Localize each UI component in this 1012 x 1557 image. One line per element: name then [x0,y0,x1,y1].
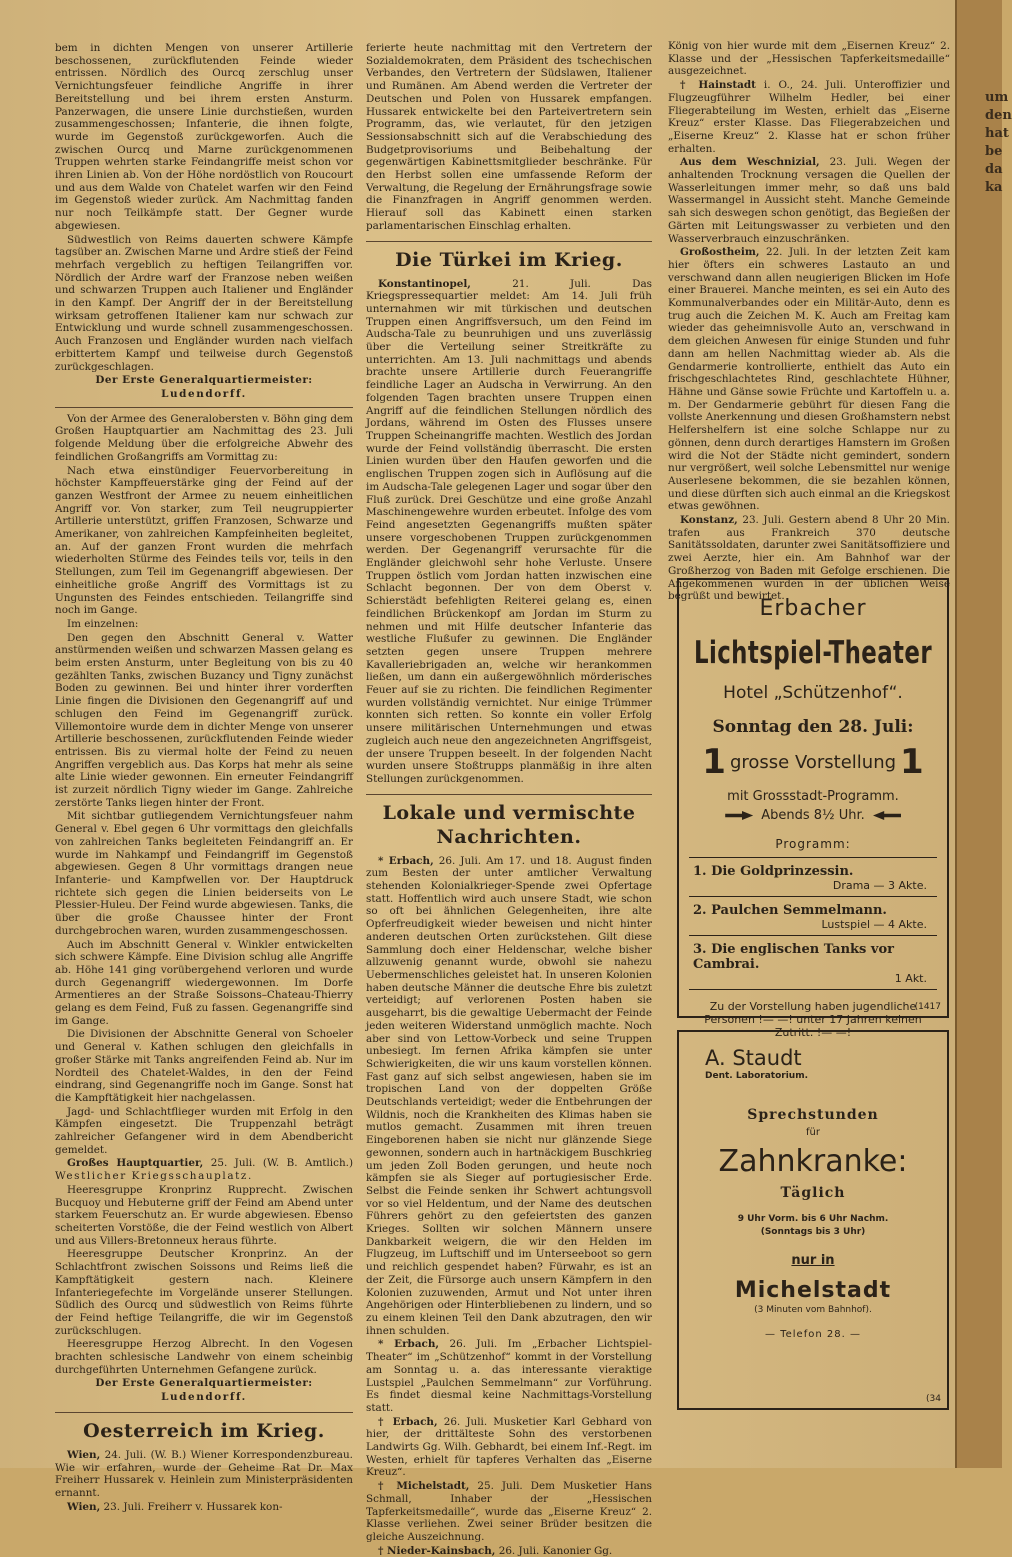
adjacent-page-edge [955,0,1012,1468]
column-2 [366,42,653,1557]
paragraph: Heeresgruppe Kronprinz Rupprecht. Zwischen Bucquoy und Hebuterne griff der Feind am Abend unter starkem Feuerschutz an. Er wurde abgewiesen. Ebenso scheiterten Vorstöße, die der Feind westlich von Albert und aus Villers-Bretonneux heraus führte. [55,1183,353,1247]
signature-title: Der Erste Generalquartiermeister: [95,1377,313,1390]
paragraph [55,1501,353,1514]
ad-code: (34 [926,1394,941,1404]
dateline: Konstantinopel, [378,277,471,290]
paragraph-text: 25. Juli. Dem Musketier Hans Schmall, Inhaber der „Hessischen Tapferkeitsmedaille“, wurde das „Eiserne Kreuz“ 2. Klasse verliehen. Zwei seiner Brüder besitzen die gleiche Auszeichnung. [366,1480,652,1543]
program-list [689,857,937,990]
ad-phone: — Telefon 28. — [765,1329,861,1340]
program-title: 3. Die englischen Tanks vor Cambrai. [693,942,894,972]
ad-code: (1417 [914,1002,941,1012]
ad-hours-title: Sprechstunden [747,1107,879,1123]
paragraph-text: 24. Juli. (W. B.) Wiener Korrespondenzbureau. Wie wir erfahren, wurde der Geheime Rat Dr. Max Freiherr Hussarek v. Heinlein zum Ministerpräsidenten ernannt. [55,1448,353,1499]
ad-show-line [679,742,947,782]
ad-hours-sunday: (Sonntags bis 3 Uhr) [760,1227,866,1237]
program-kind: Drama — 3 Akte. [832,879,927,892]
dateline: Wien, [67,1500,101,1513]
cinema-advertisement [677,578,949,1039]
paragraph-text: 23. Juli. Freiherr v. Hussarek kon- [103,1500,283,1513]
ad-line: Erbacher [759,596,867,621]
ad-notice: Zu der Vorstellung haben jugendliche Personen !— —! unter 17 Jahren keinen Zutritt. !— —! [704,1000,922,1039]
program-item [689,896,937,935]
pointing-hand-icon [725,811,753,820]
divider [55,407,353,408]
paragraph: Im einzelnen: [67,617,139,630]
program-kind: Lustspiel — 4 Akte. [821,918,927,931]
ad-town: Michelstadt [734,1278,892,1303]
ad-date: Sonntag den 28. Juli: [712,717,914,737]
section-heading: Die Türkei im Krieg. [366,241,652,272]
pointing-hand-icon [873,811,901,820]
dateline: Wien, [67,1448,101,1461]
dateline: † Hainstadt [680,79,756,92]
paragraph-text: 23. Juli. Wegen der anhaltenden Trocknung versagen die Quellen der Wasserleitungen immer mehr, so daß uns bald Wassermangel in Aussicht steht. Manche Gemeinde sah sich deswegen schon genötigt, das Begießen der Gärten mit Leitungswasser zu verbieten und den Wasserverbrauch einzuschränken. [668,156,950,245]
ad-program-label: Programm: [775,837,851,851]
edge-fragment: um [985,90,1009,105]
edge-fragment: ka [985,180,1003,195]
program-item [689,857,937,896]
dateline: † Erbach, [378,1415,438,1428]
ad-program-line: mit Grossstadt-Programm. [727,789,899,804]
paragraph: Auch im Abschnitt General v. Winkler entwickelten sich schwere Kämpfe. Eine Division schlug alle Angriffe ab. Höhe 141 ging vorübergehend verloren und wurde durch Gegenangriff wiedergewonnen. Im Dorfe Armentieres an der Straße Soissons–Chateau-Thierry gelang es dem Feind, Fuß zu fassen. Gegenangriffe sind im Gange. [55,938,353,1027]
edge-fragment: da [985,162,1003,177]
paragraph [366,278,652,786]
dateline: Großostheim, [680,246,760,259]
paragraph: Südwestlich von Reims dauerten schwere Kämpfe tagsüber an. Zwischen Marne und Ardre stieß der Feind mehrfach vergeblich zu heftigen Teilangriffen vor. Nördlich der Ardre warf der Franzose neben weißen und schwarzen Truppen auch Italiener und Engländer in den Kampf. Der Angriff der in der Bereitstellung wirksam getroffenen Italiener kam nur schwach zur Entwicklung und wurde schnell zusammengeschossen. Auch Franzosen und Engländer wurden nach vielfach erbittertem Kampf und teilweise durch Gegenstoß zurückgeschlagen. [55,233,353,373]
paragraph [55,1157,353,1182]
paragraph-text: i. O., 24. Juli. Unteroffizier und Flugzeugführer Wilhelm Hedler, bei einer Fliegerabteilung im Westen, erhielt das „Eiserne Kreuz“ erster Klasse. Das Fliegerabzeichen und „Eiserne Kreuz“ 2. Klasse hat er schon früher erhalten. [668,79,950,155]
edge-fragment: den [985,108,1012,123]
ad-daily: Täglich [780,1185,846,1201]
dateline: Konstanz, [680,514,738,527]
paragraph-text: 26. Juli. Kanonier Gg. [498,1544,613,1557]
bracket-left: 1 [702,742,726,782]
paragraph [668,79,950,155]
date: 25. Juli. (W. B. Amtlich.) [210,1157,353,1170]
paragraph [668,156,950,245]
column-1 [55,42,353,1513]
paragraph: Jagd- und Schlachtflieger wurden mit Erfolg in den Kämpfen eingesetzt. Die Truppenzahl beträgt zahlreicher Gefangener wird in dem Abendbericht gemeldet. [55,1105,353,1156]
ad-business-name: A. Staudt [705,1046,802,1070]
paragraph: Die Divisionen der Abschnitte General von Schoeler und General v. Kathen schlugen den gleichfalls in großer Stärke mit Tanks angreifenden Feind ab. Nur im Nordteil des Chatelet-Waldes, in den der Feind eindrang, sind Gegenangriffe noch im Gange. Sonst hat die Kampftätigkeit hier nachgelassen. [55,1028,353,1104]
paragraph-text: 26. Juli. Musketier Karl Gebhard von hier, der drittälteste Sohn des verstorbenen Landwirts Gg. Wilh. Gebhardt, bei einem Inf.-Regt. im Westen, erhielt für tapferes Verhalten das „Eiserne Kreuz“. [366,1415,652,1479]
signature-title: Der Erste Generalquartiermeister: [95,374,313,387]
signature-name: Ludendorff. [161,387,247,400]
paragraph: ferierte heute nachmittag mit den Vertretern der Sozialdemokraten, dem Präsident des tschechischen Verbandes, den Vertretern der Südslawen, Italiener und Rumänen. Am Abend werden die Vertreter der Deutschen und Polen von Hussarek empfangen. Hussarek entwickelte bei den Parteivertretern sein Programm, das, wie verlautet, für den jetzigen Sessionsabschnitt sich auf die Verabschiedung des Budgetprovisoriums und Beibehaltung der gegenwärtigen Kabinettsmitglieder beschränke. Für den Herbst sollen eine umfassende Reform der Verwaltung, die Regelung der Ernährungsfrage sowie die Finanzfragen in Angriff genommen werden. Hierauf soll das Kabinett einen starken parlamentarischen Einschlag erhalten. [366,42,652,232]
paragraph: König von hier wurde mit dem „Eisernen Kreuz“ 2. Klasse und der „Hessischen Tapferkeitsmedaille“ ausgezeichnet. [668,40,950,78]
paragraph-text: 23. Juli. Gestern abend 8 Uhr 20 Min. trafen aus Frankreich 370 deutsche Sanitätssoldaten, darunter zwei Sanitätsoffiziere und zwei Aerzte, hier ein. Am Bahnhof war der Großherzog von Baden mit Gefolge erschienen. Die Angekommenen wurden in der üblichen Weise begrüßt und bewirtet. [668,514,950,603]
ad-hours [679,1213,947,1239]
program-title: 2. Paulchen Semmelmann. [693,903,887,918]
ad-business-sub: Dent. Laboratorium. [705,1071,808,1081]
edge-fragment: be [985,144,1003,159]
paragraph: bem in dichten Mengen von unserer Artillerie beschossenen, zurückflutenden Feinde wieder entrissen. Nördlich des Ourcq zerschlug unser Vernichtungsfeuer feindliche Angriffe in ihrer Bereitstellung und bei ihrem ersten Ansturm. Panzerwagen, die unsere Linie durchstießen, wurden zusammengeschossen; Infanterie, die ihnen folgte, wurde im Gegenstoß zurückgeworfen. Auch die zwischen Ourcq und Marne zurückgenommenen Truppen wehrten starke Feindangriffe meist schon vor ihren Linien ab. Von der Höhe nordöstlich von Roucourt und aus dem Walde von Chatelet warfen wir den Feind im Gegenstoß wieder zurück. Am Nachmittag fanden nur noch Teilkämpfe statt. Der Gegner wurde abgewiesen. [55,42,353,232]
ad-venue: Hotel „Schützenhof“. [723,683,903,703]
subheading: Westlicher Kriegsschauplatz. [55,1170,253,1183]
ad-near: (3 Minuten vom Bahnhof). [754,1305,872,1315]
program-item [689,935,937,990]
paragraph [366,1338,652,1414]
dateline: † Michelstadt, [378,1480,470,1493]
dateline: † Nieder-Kainsbach, [378,1544,496,1557]
program-kind: 1 Akt. [894,972,927,985]
paragraph: Heeresgruppe Herzog Albrecht. In den Vogesen brachten schlesische Landwehr von einem scheinbig durchgeführten Unternehmen Gefangene zurück. [55,1338,353,1376]
paragraph: Heeresgruppe Deutscher Kronprinz. An der Schlachtfront zwischen Soissons und Reims ließ die Kampftätigkeit gestern nach. Kleinere Infanteriegefechte im Vorgelände unserer Stellungen. Südlich des Ourcq und südwestlich von Reims führte der Feind heftige Teilangriffe, die wir im Gegenstoß zurückschlugen. [55,1248,353,1337]
ad-only-in: nur in [791,1253,835,1268]
ad-target: Zahnkranke: [718,1144,908,1179]
paragraph-text: 21. Juli. Das Kriegspressequartier meldet: Am 14. Juli früh unternahmen wir mit türkischen und deutschen Truppen einen Angriffsversuch, um den Feind im Audscha-Tale zu beunruhigen und uns zuverlässig über die Verteilung seiner Streitkräfte zu unterrichten. Am 13. Juli nachmittags und abends brachte unsere Artillerie durch Feuerangriffe feindliche Lager an Audscha in Verwirrung. An den folgenden Tagen brachten unsere Truppen einen Angriff auf die feindlichen Stellungen nördlich des Jordans, während im Osten des Flusses unsere Truppen Scheinangriffe machten. Westlich des Jordan wurde der Feind vollständig überrascht. Die ersten Linien wurden über den Haufen geworfen und die englischen Truppen zogen sich in Auflösung auf die im Audscha-Tale gelegenen Lager und sogar über den Fluß zurück. Drei Geschütze und eine große Anzahl Maschinengewehre wurden erbeutet. Infolge des vom Feind angesetzten Gegenangriffs mußten später unsere vorgeschobenen Truppen zurückgenommen werden. Der Gegenangriff verursachte für die Engländer gleichwohl sehr hohe Verluste. Unsere Truppen östlich vom Jordan hatten inzwischen eine Schlacht begonnen. Der von dem Oberst v. Schierstädt befehligten Reiterei gelang es, einen feindlichen Brückenkopf am Jordan im Sturm zu nehmen und mit Hilfe deutscher Infanterie das westliche Flußufer zu gewinnen. Die Engländer setzten gegen unsere Truppen mehrere Kavalleriebrigaden an, welche wir herankommen ließen, um dann ein außergewöhnlich mörderisches Feuer auf sie zu richten. Die feindlichen Regimenter wurden vollständig vernichtet. Nur einige Trümmer konnten sich retten. So konnte ein voller Erfolg unsere militärischen Unternehmungen und etwas zugleich auch neue den angezeichneten Angriffsgeist, der unsere Truppen beseelt. In der folgenden Nacht wurden unsere Stoßtrupps planmäßig in ihre alten Stellungen zurückgenommen. [366,277,653,785]
paragraph-text: 26. Juli. Am 17. und 18. August finden zum Besten der unter amtlicher Verwaltung stehenden Kolonialkrieger-Spende zwei Opfertage statt. Hoffentlich wird auch unsere Stadt, wie schon so oft bei ähnlichen Gelegenheiten, ihre alte Opferfreudigkeit wieder beweisen und nicht hinter anderen deutschen Orten zurückstehen. Gilt diese Sammlung doch einer Heldenschar, welche bisher allzuwenig genannt wurde, obwohl sie nahezu Uebermenschliches geleistet hat. In unseren Kolonien haben deutsche Männer die deutsche Ehre bis zuletzt verteidigt; auf verlorenen Posten haben sie ausgeharrt, bis die gewaltige Uebermacht der Feinde jeden weiteren Widerstand unmöglich machte. Noch aber sind von Lettow-Vorbeck und seine Truppen unbesiegt. Im fernen Afrika kämpfen sie unter Schwierigkeiten, die wir uns kaum vorstellen können. Fast ganz auf sich selbst angewiesen, haben sie im tropischen Land von der doppelten Größe Deutschlands verteidigt; weder die Entbehrungen der Wildnis, noch die Krankheiten des Klimas haben sie mutlos gemacht. Zusammen mit ihren treuen Eingeborenen haben sie nicht nur glänzende Siege gewonnen, sondern auch in hartnäckigem Buschkrieg um jeden Zoll Boden gerungen, und heute noch kämpfen sie als Sieger auf portugiesischer Erde. Selbst die Feinde senken ihr Schwert achtungsvoll vor so viel Heldentum, und der Name des deutschen Führers gehört zu den gefeiertsten des ganzen Krieges. Sollten wir solchen Männern unsere Dankbarkeit weigern, die wir den Helden im Flugzeug, im Luftschiff und im Unterseeboot so gern und reichlich gespendet haben? Fürwahr, es ist an der Zeit, die Fürsorge auch unsern Kämpfern in den Kolonien zuzuwenden, Armut und Not unter ihren Angehörigen oder Hinterbliebenen zu lindern, und so zu einem kleinen Teil den Dank abzutragen, den wir ihnen schulden. [366,854,652,1337]
paragraph [366,1416,652,1480]
dentist-advertisement [677,1030,949,1410]
paragraph: Nach etwa einstündiger Feuervorbereitung in höchster Kampffeuerstärke ging der Feind auf der ganzen Westfront der Armee zu neuem einheitlichen Angriff vor. Von starker, zum Teil neugruppierter Artillerie unterstützt, griffen Franzosen, Schwarze und Amerikaner, von zahlreichen Kampfeinheiten begleitet, an. Auf der ganzen Front wurden die mehrfach wiederholten Stürme des Feindes teils vor, teils in den Stellungen, zum Teil im Gegenangriff abgewiesen. Der einheitliche große Angriff des Vormittags ist zu Ungunsten des Feindes entschieden. Teilangriffe sind noch im Gange. [55,464,353,617]
dateline: * Erbach, [378,1338,440,1351]
ad-hours-weekday: 9 Uhr Vorm. bis 6 Uhr Nachm. [737,1214,889,1224]
dateline: * Erbach, [378,854,434,867]
paragraph: Von der Armee des Generalobersten v. Böhn ging dem Großen Hauptquartier am Nachmittag des 23. Juli folgende Meldung über die erfolgreiche Abwehr des feindlichen Großangriffs am Vormittag zu: [55,412,353,463]
ad-title: Lichtspiel-Theater [693,635,933,671]
bracket-right: 1 [900,742,924,782]
edge-fragment: hat [985,126,1009,141]
paragraph [366,1545,652,1557]
column-3 [668,40,950,603]
dateline: Aus dem Weschnizial, [680,156,820,169]
dateline: Großes Hauptquartier, [67,1157,204,1170]
ad-time: Abends 8½ Uhr. [761,808,865,823]
paragraph [668,246,950,513]
program-title: 1. Die Goldprinzessin. [693,864,854,879]
paragraph-text: 26. Juli. Im „Erbacher Lichtspiel-Theater“ im „Schützenhof“ kommt in der Vorstellung am Sonntag u. a. das interessante vieraktige Lustspiel „Paulchen Semmelmann“ zur Vorführung. Es findet diesmal keine Nachmittags-Vorstellung statt. [366,1338,652,1414]
section-heading: Oesterreich im Krieg. [55,1412,353,1443]
paragraph [366,1480,652,1544]
ad-header [679,1032,947,1081]
section-heading: Lokale und vermischte Nachrichten. [366,794,652,849]
paragraph: Mit sichtbar gutliegendem Vernichtungsfeuer nahm General v. Ebel gegen 6 Uhr vormittags den gleichfalls von zahlreichen Tanks begleiteten Feindangriff an. Er wurde im Nahkampf und Feindangriff im Gegenstoß abgewiesen. Gegen 8 Uhr vormittags drangen neue Infanterie- und Kampfwellen vor. Der Hauptdruck richtete sich gegen die Linien beiderseits von Le Plessier-Huleu. Der Feind wurde abgewiesen. Tanks, die über die große Chaussee hinter der Front durchgebrochen waren, wurden zusammengeschossen. [55,810,353,937]
paragraph [366,855,652,1338]
signature-name: Ludendorff. [161,1391,247,1404]
paragraph-text: 22. Juli. In der letzten Zeit kam hier öfters ein schweres Lastauto an und verschwand dann allen neugierigen Blicken im Hofe einer Brauerei. Manche meinten, es sei ein Auto des Kommunalverbandes oder ein Militär-Auto, denn es trug auch die Zeichen M. K. Auch am Freitag kam wieder das geheimnisvolle Auto an, verschwand in dem gleichen Anwesen für einige Stunden und fuhr dann am hellen Nachmittag wieder ab. Als die Gendarmerie kontrollierte, enthielt das Auto ein frischgeschlachtetes Rind, geschlachtete Hühner, Hähne und Gänse sowie Früchte und Kartoffeln u. a. m. Der Gendarmerie gebührt für diesen Fang die vollste Anerkennung und diesen Großhamstern nebst Helfershelfern ist eine solche Schlappe nur zu gönnen, denn durch derartiges Hamstern im Großen wird die Not der Städte nicht gemindert, sondern nur vergrößert, weil solche Lebensmittel nur wenige Auserlesene bekommen, die sie bezahlen können, und diese dürften sich auch einmal an die Kriegskost etwas gewöhnen. [668,246,950,513]
paragraph: Den gegen den Abschnitt General v. Watter anstürmenden weißen und schwarzen Massen gelang es beim ersten Ansturm, unter Begleitung von bis zu 40 gezählten Tanks, zwischen Buzancy und Tigny zunächst Boden zu gewinnen. Bei und hinter ihrer vorderften Linie fingen die Divisionen den Gegenangriff auf und schlugen den Feind im Gegenangriff zurück. Villemontoire wurde dem in dichter Menge von unserer Artillerie beschossenen, zurückflutenden Feinde wieder entrissen. Bis zu viermal holte der Feind zu neuen Angriffen vergeblich aus. Das Korps hat mehr als seine alte Linie wieder gewonnen. Ein erneuter Feindangriff ist zurzeit nördlich Tigny wieder im Gange. Zahlreiche zerstörte Tanks liegen hinter der Front. [55,631,353,809]
ad-for: für [806,1127,820,1138]
ad-time-line [679,808,947,823]
paragraph [55,1449,353,1500]
ad-show: grosse Vorstellung [729,751,897,773]
